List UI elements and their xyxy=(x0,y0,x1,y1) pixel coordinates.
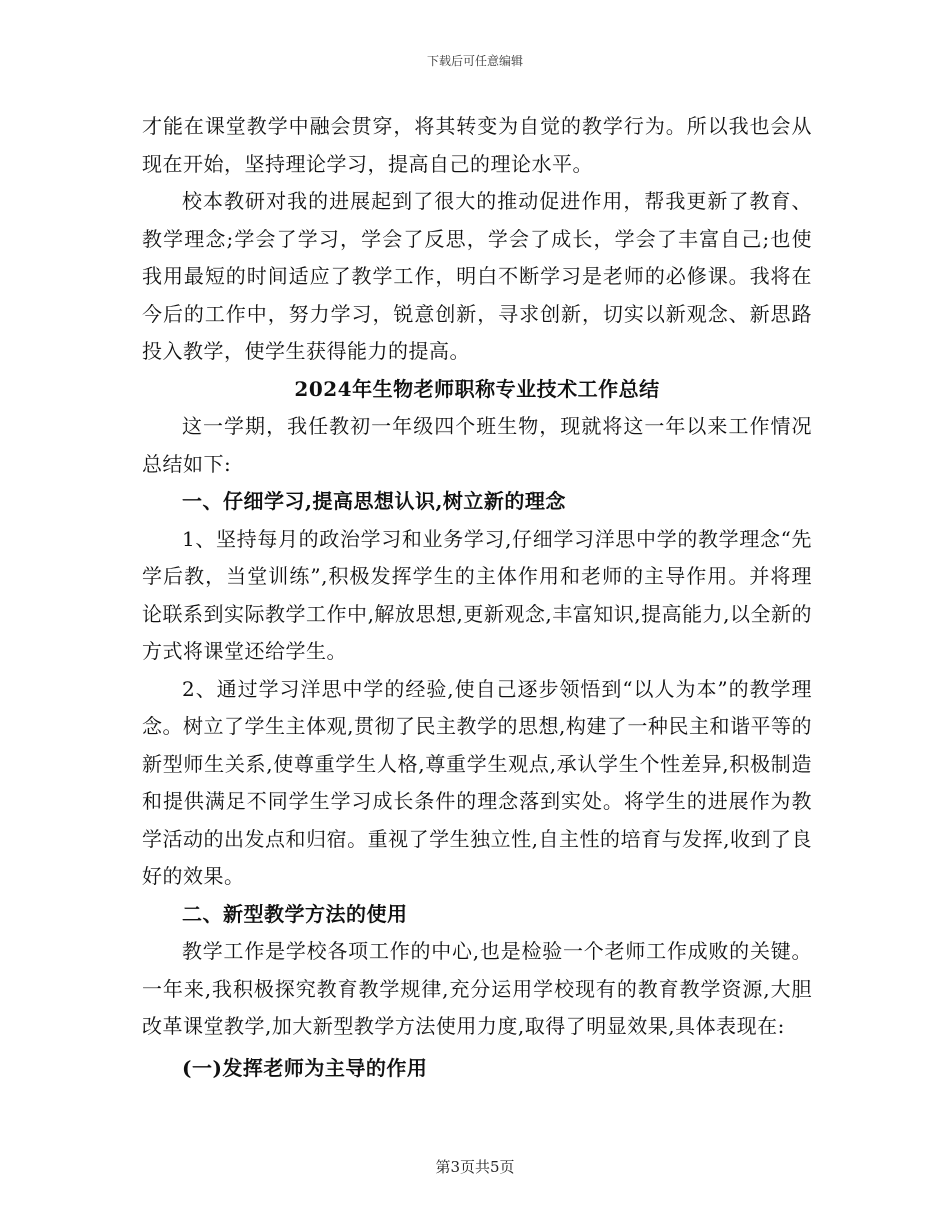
paragraph-teaching-methods: 教学工作是学校各项工作的中心,也是检验一个老师工作成败的关键。一年来,我积极探究教育教学规律,充分运用学校现有的教育教学资源,大胆改革课堂教学,加大新型教学方法使用力度,取得了明显效果,具体表现在: xyxy=(142,939,812,1038)
paragraph-item-2: 2、通过学习洋思中学的经验,使自己逐步领悟到“以人为本”的教学理念。树立了学生主体观,贯彻了民主教学的思想,构建了一种民主和谐平等的新型师生关系,使尊重学生人格,尊重学生观点,承认学生个性差异,积极制造和提供满足不同学生学习成长条件的理念落到实处。将学生的进展作为教学活动的出发点和归宿。重视了学生独立性,自主性的培育与发挥,收到了良好的效果。 xyxy=(142,676,812,888)
section-heading-1: 一、仔细学习,提高思想认识,树立新的理念 xyxy=(182,489,566,513)
document-body xyxy=(142,108,812,1087)
page-header: 下载后可任意编辑 xyxy=(426,54,523,68)
document-title: 2024年生物老师职称专业技术工作总结 xyxy=(294,376,660,401)
page-footer: 第3页共5页 xyxy=(435,1158,515,1176)
paragraph-item-1: 1、坚持每月的政治学习和业务学习,仔细学习洋思中学的教学理念“先学后教，当堂训练”,积极发挥学生的主体作用和老师的主导作用。并将理论联系到实际教学工作中,解放思想,更新观念,丰富知识,提高能力,以全新的方式将课堂还给学生。 xyxy=(142,526,812,663)
subsection-heading-1: (一)发挥老师为主导的作用 xyxy=(182,1055,428,1080)
section-heading-2: 二、新型教学方法的使用 xyxy=(182,901,408,926)
paragraph-school-research: 校本教研对我的进展起到了很大的推动促进作用，帮我更新了教育、教学理念;学会了学习，学会了反思，学会了成长，学会了丰富自己;也使我用最短的时间适应了教学工作，明白不断学习是老师的必修课。我将在今后的工作中，努力学习，锐意创新，寻求创新，切实以新观念、新思路投入教学，使学生获得能力的提高。 xyxy=(142,189,812,363)
paragraph-intro: 这一学期，我任教初一年级四个班生物，现就将这一年以来工作情况总结如下: xyxy=(142,414,812,476)
paragraph-continuation: 才能在课堂教学中融会贯穿，将其转变为自觉的教学行为。所以我也会从现在开始，坚持理论学习，提高自己的理论水平。 xyxy=(142,114,812,176)
